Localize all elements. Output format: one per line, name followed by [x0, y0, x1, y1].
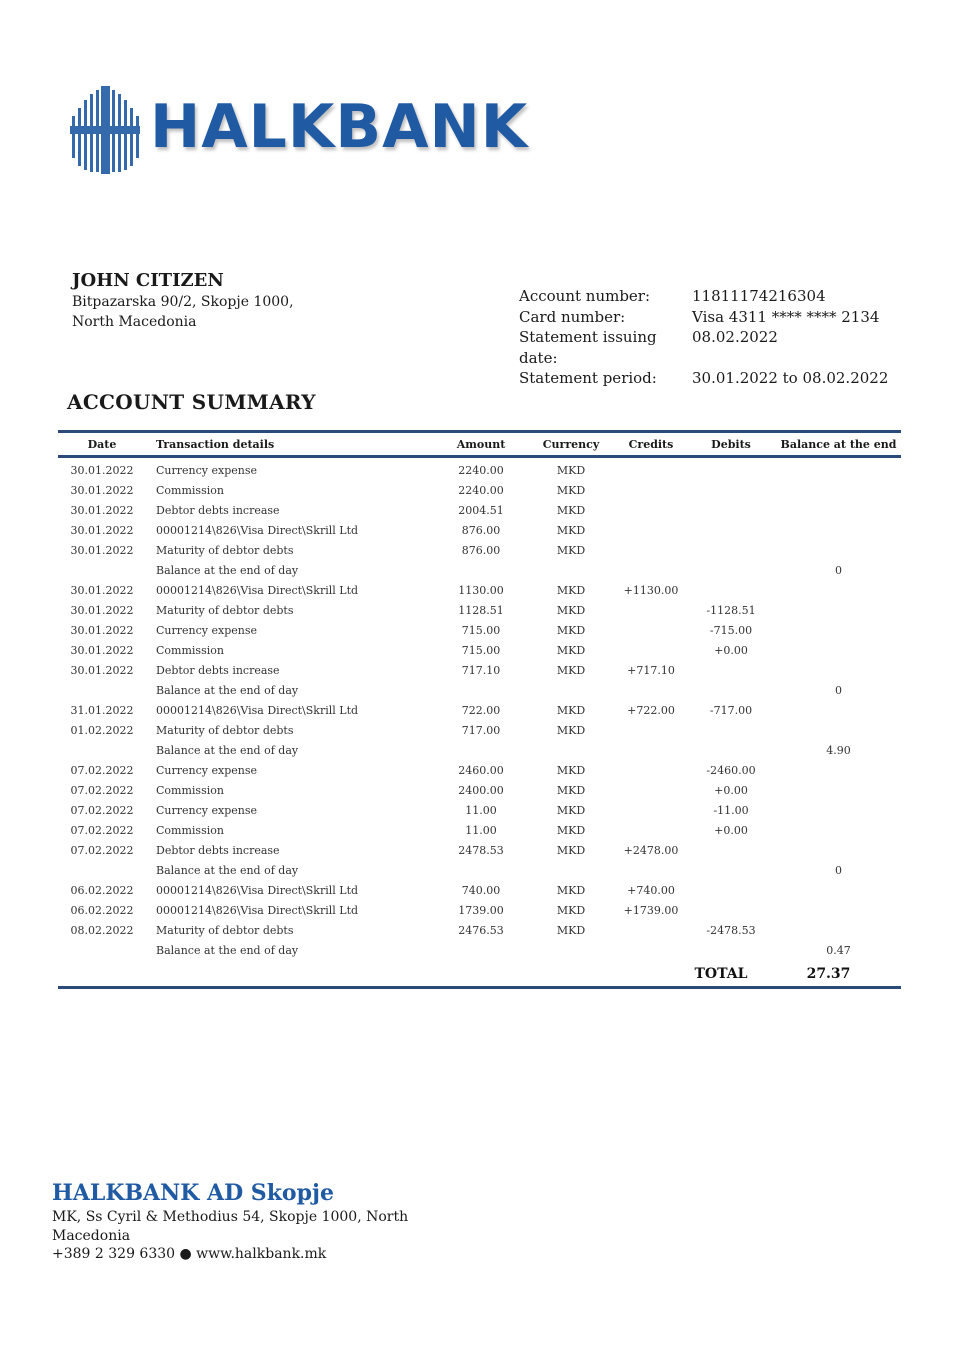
row-date: 30.01.2022 — [70, 623, 134, 637]
table-body — [58, 458, 901, 962]
row-currency: MKD — [556, 783, 586, 797]
bank-logo — [70, 86, 529, 176]
row-amount: 1130.00 — [458, 583, 504, 597]
row-currency: MKD — [556, 623, 586, 637]
table-row — [58, 760, 901, 780]
row-debits: -717.00 — [709, 703, 753, 717]
account-number-row — [519, 286, 919, 307]
header-credits: Credits — [628, 437, 674, 451]
table-row — [58, 520, 901, 540]
table-row — [58, 880, 901, 900]
row-amount: 1128.51 — [458, 603, 504, 617]
row-date: 07.02.2022 — [70, 763, 134, 777]
row-amount: 722.00 — [461, 703, 501, 717]
row-amount: 2240.00 — [458, 463, 504, 477]
row-date: 30.01.2022 — [70, 523, 134, 537]
table-row — [58, 800, 901, 820]
row-currency: MKD — [556, 583, 586, 597]
row-date: 30.01.2022 — [70, 603, 134, 617]
row-debits: +0.00 — [714, 783, 748, 797]
header-date: Date — [87, 437, 117, 451]
row-date: 07.02.2022 — [70, 843, 134, 857]
footer — [52, 1178, 412, 1264]
row-date: 07.02.2022 — [70, 823, 134, 837]
row-details: Maturity of debtor debts — [156, 543, 294, 557]
row-currency: MKD — [556, 503, 586, 517]
row-debits: +0.00 — [714, 643, 748, 657]
table-row — [58, 820, 901, 840]
table-bottom-rule — [58, 986, 901, 989]
footer-contact: +389 2 329 6330 ● www.halkbank.mk — [52, 1246, 327, 1262]
table-row — [58, 640, 901, 660]
customer-block — [72, 270, 372, 332]
row-currency: MKD — [556, 723, 586, 737]
row-date: 07.02.2022 — [70, 783, 134, 797]
table-row — [58, 620, 901, 640]
row-amount: 2400.00 — [458, 783, 504, 797]
row-balance: 0.47 — [826, 943, 851, 957]
row-currency: MKD — [556, 463, 586, 477]
row-date: 30.01.2022 — [70, 503, 134, 517]
row-date: 30.01.2022 — [70, 543, 134, 557]
row-currency: MKD — [556, 603, 586, 617]
customer-address-line1: Bitpazarska 90/2, Skopje 1000, — [72, 294, 294, 310]
total-label: TOTAL — [694, 966, 748, 982]
row-currency: MKD — [556, 543, 586, 557]
transactions-table — [58, 430, 901, 989]
row-details: Debtor debts increase — [156, 663, 280, 677]
table-row — [58, 600, 901, 620]
row-amount: 11.00 — [465, 803, 497, 817]
table-row — [58, 560, 901, 580]
customer-address-line2: North Macedonia — [72, 314, 197, 330]
row-details: Debtor debts increase — [156, 503, 280, 517]
row-details: 00001214\826\Visa Direct\Skrill Ltd — [156, 903, 359, 917]
header-currency: Currency — [542, 437, 600, 451]
row-details: Debtor debts increase — [156, 843, 280, 857]
row-details: 00001214\826\Visa Direct\Skrill Ltd — [156, 883, 359, 897]
table-row — [58, 740, 901, 760]
row-currency: MKD — [556, 923, 586, 937]
header-balance: Balance at the end — [780, 437, 897, 451]
row-credits: +2478.00 — [623, 843, 679, 857]
row-amount: 2476.53 — [458, 923, 504, 937]
issuing-date-value: 08.02.2022 — [692, 328, 778, 346]
row-details: Commission — [156, 823, 224, 837]
row-currency: MKD — [556, 703, 586, 717]
row-debits: -11.00 — [713, 803, 749, 817]
row-amount: 740.00 — [461, 883, 501, 897]
table-row — [58, 480, 901, 500]
footer-address-line1: MK, Ss Cyril & Methodius 54, Skopje 1000, North — [52, 1209, 409, 1225]
row-credits: +722.00 — [627, 703, 675, 717]
table-row — [58, 900, 901, 920]
row-debits: -1128.51 — [706, 603, 756, 617]
account-number-value: 11811174216304 — [692, 287, 826, 305]
table-row — [58, 660, 901, 680]
row-credits: +1739.00 — [623, 903, 679, 917]
row-debits: -715.00 — [709, 623, 753, 637]
row-credits: +1130.00 — [623, 583, 679, 597]
row-date: 30.01.2022 — [70, 663, 134, 677]
header-debits: Debits — [711, 437, 751, 451]
account-info — [519, 286, 919, 389]
row-amount: 717.10 — [461, 663, 501, 677]
table-header — [58, 433, 901, 455]
row-date: 30.01.2022 — [70, 483, 134, 497]
row-date: 07.02.2022 — [70, 803, 134, 817]
row-debits: -2460.00 — [706, 763, 756, 777]
row-date: 30.01.2022 — [70, 463, 134, 477]
card-number-row — [519, 307, 919, 328]
table-row — [58, 780, 901, 800]
row-details: Maturity of debtor debts — [156, 923, 294, 937]
row-details: Maturity of debtor debts — [156, 603, 294, 617]
table-row — [58, 940, 901, 960]
row-credits: +717.10 — [627, 663, 675, 677]
info-label: Account number: — [519, 287, 651, 305]
row-currency: MKD — [556, 663, 586, 677]
header-details: Transaction details — [156, 437, 275, 451]
row-date: 01.02.2022 — [70, 723, 134, 737]
row-amount: 2460.00 — [458, 763, 504, 777]
row-details: Commission — [156, 643, 224, 657]
issuing-date-row — [519, 327, 919, 368]
row-details: Currency expense — [156, 463, 257, 477]
row-balance: 0 — [835, 683, 842, 697]
row-currency: MKD — [556, 803, 586, 817]
header-amount: Amount — [456, 437, 506, 451]
row-details: 00001214\826\Visa Direct\Skrill Ltd — [156, 583, 359, 597]
row-amount: 876.00 — [461, 543, 501, 557]
row-currency: MKD — [556, 643, 586, 657]
row-debits: +0.00 — [714, 823, 748, 837]
row-details: Balance at the end of day — [156, 743, 299, 757]
statement-period-row — [519, 368, 919, 389]
row-date: 31.01.2022 — [70, 703, 134, 717]
row-balance: 4.90 — [826, 743, 851, 757]
row-details: 00001214\826\Visa Direct\Skrill Ltd — [156, 523, 359, 537]
row-currency: MKD — [556, 523, 586, 537]
row-details: Commission — [156, 483, 224, 497]
footer-bank-name: HALKBANK AD Skopje — [52, 1180, 334, 1206]
table-row — [58, 680, 901, 700]
row-debits: -2478.53 — [706, 923, 756, 937]
table-row — [58, 920, 901, 940]
table-row — [58, 720, 901, 740]
row-details: Currency expense — [156, 623, 257, 637]
row-details: Balance at the end of day — [156, 943, 299, 957]
row-currency: MKD — [556, 883, 586, 897]
row-currency: MKD — [556, 483, 586, 497]
row-amount: 715.00 — [461, 643, 501, 657]
total-value: 27.37 — [806, 966, 851, 982]
table-row — [58, 580, 901, 600]
row-amount: 1739.00 — [458, 903, 504, 917]
row-amount: 715.00 — [461, 623, 501, 637]
row-date: 08.02.2022 — [70, 923, 134, 937]
statement-period-value: 30.01.2022 to 08.02.2022 — [692, 369, 889, 387]
customer-name: JOHN CITIZEN — [72, 270, 224, 291]
row-amount: 11.00 — [465, 823, 497, 837]
bank-logo-text: HALKBANK — [150, 92, 529, 162]
info-label: Card number: — [519, 307, 626, 326]
table-row — [58, 700, 901, 720]
row-details: Currency expense — [156, 803, 257, 817]
row-date: 30.01.2022 — [70, 583, 134, 597]
info-label: Statement issuing date: — [519, 328, 657, 367]
halkbank-emblem-icon — [70, 86, 142, 176]
row-details: Balance at the end of day — [156, 683, 299, 697]
row-balance: 0 — [835, 863, 842, 877]
row-amount: 717.00 — [461, 723, 501, 737]
row-credits: +740.00 — [627, 883, 675, 897]
row-date: 30.01.2022 — [70, 643, 134, 657]
row-details: Maturity of debtor debts — [156, 723, 294, 737]
row-date: 06.02.2022 — [70, 883, 134, 897]
row-amount: 2240.00 — [458, 483, 504, 497]
row-currency: MKD — [556, 823, 586, 837]
row-date: 06.02.2022 — [70, 903, 134, 917]
row-currency: MKD — [556, 763, 586, 777]
info-label: Statement period: — [519, 369, 657, 387]
table-row — [58, 860, 901, 880]
table-row — [58, 840, 901, 860]
total-row — [58, 962, 901, 986]
row-amount: 2478.53 — [458, 843, 504, 857]
row-amount: 876.00 — [461, 523, 501, 537]
account-summary-title: ACCOUNT SUMMARY — [67, 390, 316, 414]
row-currency: MKD — [556, 843, 586, 857]
footer-address-line2: Macedonia — [52, 1227, 131, 1244]
row-details: Commission — [156, 783, 224, 797]
row-details: Balance at the end of day — [156, 563, 299, 577]
table-row — [58, 500, 901, 520]
row-amount: 2004.51 — [458, 503, 504, 517]
row-balance: 0 — [835, 563, 842, 577]
row-details: Balance at the end of day — [156, 863, 299, 877]
row-details: 00001214\826\Visa Direct\Skrill Ltd — [156, 703, 359, 717]
table-row — [58, 540, 901, 560]
row-currency: MKD — [556, 903, 586, 917]
card-number-value: Visa 4311 **** **** 2134 — [692, 307, 880, 326]
row-details: Currency expense — [156, 763, 257, 777]
table-row — [58, 460, 901, 480]
